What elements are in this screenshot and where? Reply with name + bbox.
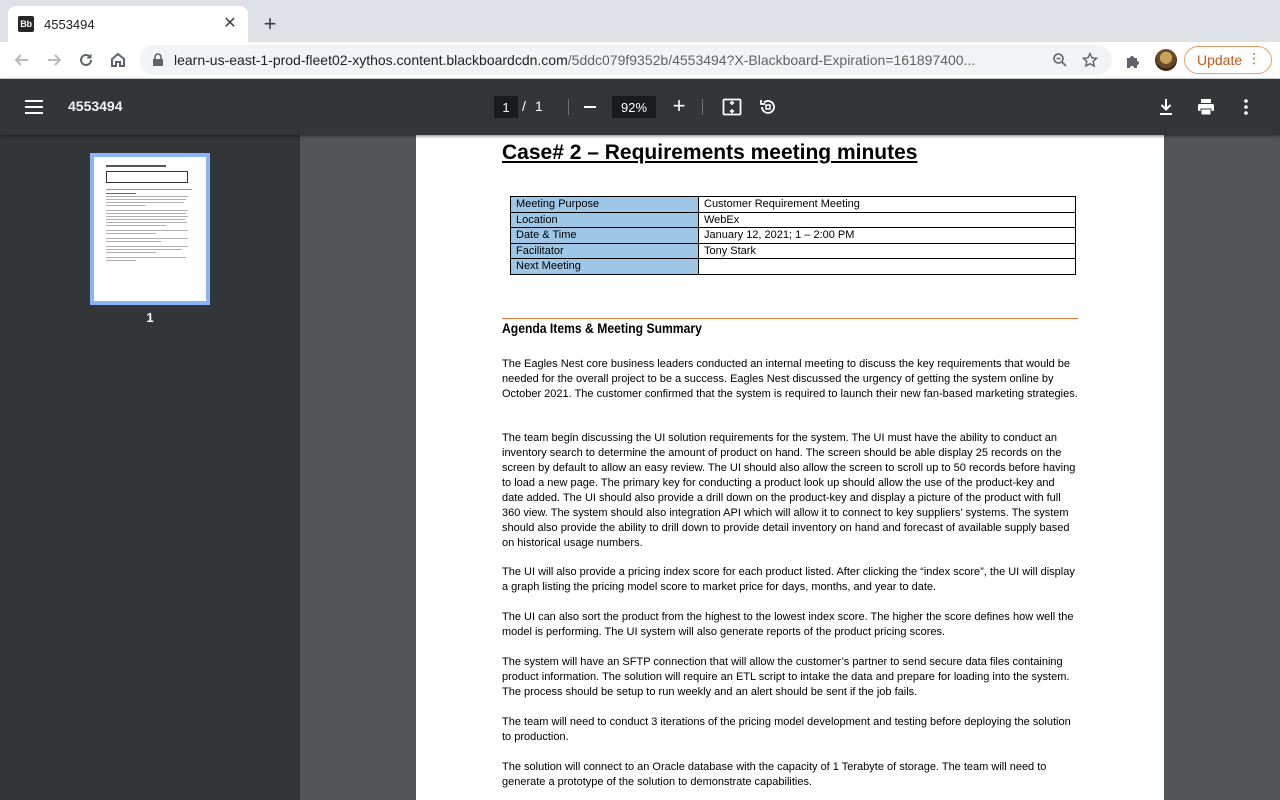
- download-button[interactable]: [1154, 95, 1178, 119]
- toolbar-divider: [702, 99, 703, 115]
- browser-toolbar: [0, 42, 1280, 79]
- print-icon: [1197, 98, 1215, 116]
- close-tab-icon[interactable]: ✕: [223, 15, 237, 32]
- pdf-title: 4553494: [68, 98, 123, 114]
- meeting-info-table: [510, 196, 1076, 275]
- zoom-icon[interactable]: [1048, 48, 1072, 72]
- table-value: [699, 259, 1076, 275]
- tab-title: 4553494: [44, 16, 95, 32]
- table-value: January 12, 2021; 1 – 2:00 PM: [699, 228, 1076, 244]
- table-row: [511, 228, 1076, 244]
- table-value: Customer Requirement Meeting: [699, 197, 1076, 213]
- table-row: [511, 212, 1076, 228]
- paragraph: The system will have an SFTP connection that will allow the customer’s partner to send secure data files containing product information. The solution will require an ETL script to intake the data and prepare for loading into the system. The process should be setup to run weekly and an alert should be sent if the job fails.: [502, 656, 1070, 698]
- url-path: /5ddc079f9352b/4553494?X-Blackboard-Expiration=161897400...: [567, 52, 976, 68]
- reload-button[interactable]: [74, 48, 98, 72]
- thumbnail-sidebar: [0, 135, 300, 800]
- paragraph: The solution will connect to an Oracle database with the capacity of 1 Terabyte of storage. The team will need to generate a prototype of the solution to demonstrate capabilities.: [502, 761, 1047, 788]
- new-tab-button[interactable]: +: [263, 11, 277, 36]
- reload-icon: [78, 52, 94, 68]
- back-arrow-icon: [14, 52, 30, 68]
- table-value: Tony Stark: [699, 243, 1076, 259]
- page-separator: /: [522, 98, 526, 114]
- document-viewport[interactable]: [300, 135, 1280, 800]
- download-icon: [1158, 98, 1174, 116]
- forward-button[interactable]: [42, 48, 66, 72]
- address-bar[interactable]: [140, 45, 1112, 75]
- fit-to-page-button[interactable]: [720, 95, 744, 119]
- url-text[interactable]: [174, 52, 1042, 68]
- rotate-button[interactable]: [756, 95, 780, 119]
- table-value: WebEx: [699, 212, 1076, 228]
- profile-avatar[interactable]: [1155, 49, 1177, 71]
- table-key: Next Meeting: [511, 259, 699, 275]
- rotate-icon: [758, 97, 778, 117]
- extensions-puzzle-icon[interactable]: [1122, 50, 1144, 72]
- minus-icon: [584, 106, 596, 108]
- more-vertical-icon: ⋮: [1247, 50, 1261, 66]
- table-key: Location: [511, 212, 699, 228]
- page-number-input[interactable]: 1: [494, 96, 518, 118]
- blackboard-favicon-icon: Bb: [18, 16, 34, 32]
- more-vertical-icon: [1243, 98, 1249, 116]
- back-button[interactable]: [10, 48, 34, 72]
- more-options-button[interactable]: [1234, 95, 1258, 119]
- table-key: Facilitator: [511, 243, 699, 259]
- bookmark-star-icon[interactable]: [1078, 48, 1102, 72]
- table-key: Date & Time: [511, 228, 699, 244]
- page-thumbnail[interactable]: [90, 153, 210, 305]
- table-row: [511, 259, 1076, 275]
- browser-tab[interactable]: [8, 6, 248, 42]
- fit-page-icon: [722, 98, 742, 116]
- pdf-page: [416, 135, 1164, 800]
- forward-arrow-icon: [46, 52, 62, 68]
- update-button[interactable]: [1184, 46, 1272, 74]
- table-key: Meeting Purpose: [511, 197, 699, 213]
- menu-hamburger-icon[interactable]: [22, 95, 46, 119]
- lock-icon[interactable]: [150, 52, 166, 68]
- page-total: 1: [535, 98, 543, 114]
- tab-strip: [0, 0, 1280, 42]
- paragraph: The UI will also provide a pricing index score for each product listed. After clicking the “index score”, the UI will display a graph listing the pricing model score to market price for days, months, and year to date.: [502, 566, 1075, 593]
- home-icon: [109, 51, 127, 69]
- paragraph: The Eagles Nest core business leaders conducted an internal meeting to discuss the key requirements that would be needed for the overall project to be a success. Eagles Nest discussed the urgency of getting the system online by October 2021. The customer confirmed that the system is required to launch their new fan-based marketing strategies.: [502, 358, 1078, 400]
- agenda-heading: Agenda Items & Meeting Summary: [502, 321, 702, 336]
- home-button[interactable]: [106, 48, 130, 72]
- paragraph: The team will need to conduct 3 iterations of the pricing model development and testing before deploying the solution to production.: [502, 716, 1071, 743]
- thumbnail-page-number: 1: [146, 310, 154, 325]
- zoom-out-button[interactable]: [580, 97, 600, 117]
- print-button[interactable]: [1194, 95, 1218, 119]
- document-title: Case# 2 – Requirements meeting minutes: [502, 141, 918, 164]
- section-divider: [502, 318, 1078, 319]
- table-row: [511, 243, 1076, 259]
- paragraph: The UI can also sort the product from the highest to the lowest index score. The higher the score defines how well the model is performing. The UI system will also generate reports of the product pricing scores.: [502, 611, 1074, 638]
- toolbar-divider: [568, 99, 569, 115]
- url-host: learn-us-east-1-prod-fleet02-xythos.content.blackboardcdn.com: [174, 52, 568, 68]
- pdf-toolbar: [0, 79, 1280, 135]
- zoom-level-input[interactable]: 92%: [612, 96, 656, 118]
- update-label: Update: [1197, 52, 1243, 68]
- zoom-in-button[interactable]: +: [672, 93, 686, 118]
- table-row: [511, 197, 1076, 213]
- paragraph: The team begin discussing the UI solution requirements for the system. The UI must have the ability to conduct an inventory search to determine the amount of product on hand. The screen should be able display 25 records on the screen by default to allow an easy review. The UI should also allow the screen to scroll up to 50 records before having to load a new page. The primary key for conducting a product look up should allow the use of the product-key and date added. The UI should also provide a drill down on the product-key and display a picture of the product with full 360 view. The system should also integration API which will allow it to connect to key suppliers’ systems. The system should also provide the ability to drill down to provide detail inventory on hand and forecast of available supply based on historical usage numbers.: [502, 432, 1076, 549]
